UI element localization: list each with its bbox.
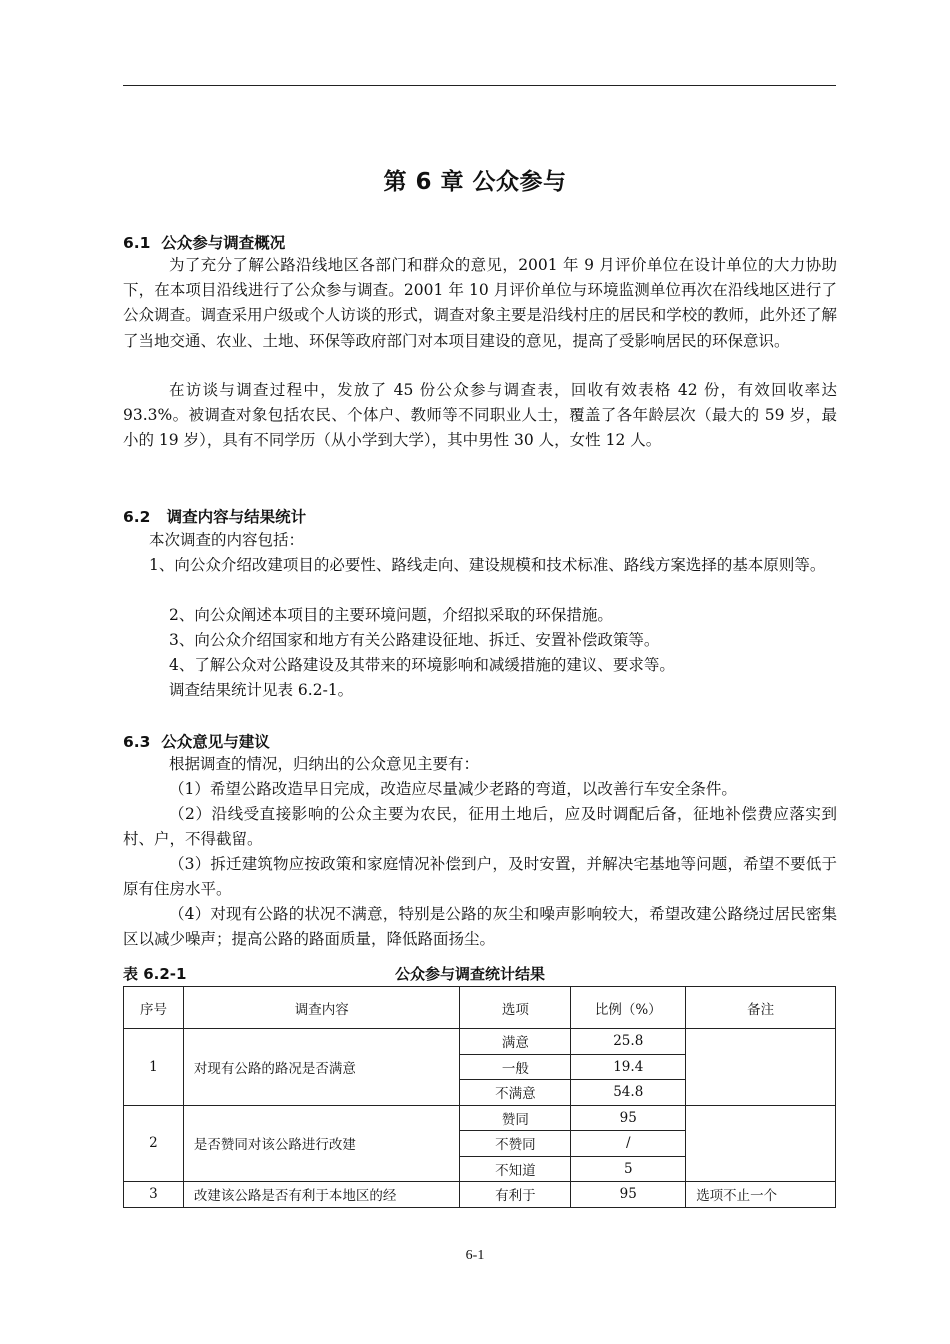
- ratio-cell: 54.8: [571, 1080, 686, 1106]
- table-row: [124, 1182, 836, 1208]
- ratio-cell: 25.8: [571, 1029, 686, 1055]
- paragraph: 3、向公众介绍国家和地方有关公路建设征地、拆迁、安置补偿政策等。: [169, 631, 660, 649]
- paragraph: 4、了解公众对公路建设及其带来的环境影响和减缓措施的建议、要求等。: [169, 656, 675, 674]
- ratio-cell: 95: [571, 1182, 686, 1208]
- note-cell: [686, 1029, 836, 1106]
- option-cell: 不赞同: [460, 1131, 571, 1157]
- section-heading-6-2: 6.2 调查内容与结果统计: [123, 508, 307, 526]
- paragraph: 在访谈与调查过程中，发放了 45 份公众参与调查表，回收有效表格 42 份，有效回收率达 93.3%。被调查对象包括农民、个体户、教师等不同职业人士，覆盖了各年龄层次（最大的 59 岁，最小的 19 岁），具有不同学历（从小学到大学），其中男性 30 人，女性 12 人。: [123, 381, 837, 450]
- option-cell: 满意: [460, 1029, 571, 1055]
- paragraph: 2、向公众阐述本项目的主要环境问题，介绍拟采取的环保措施。: [169, 606, 613, 624]
- paragraph: 1、向公众介绍改建项目的必要性、路线走向、建设规模和技术标准、路线方案选择的基本原则等。: [149, 556, 826, 574]
- table-title: 公众参与调查统计结果: [395, 965, 546, 983]
- section-heading-6-3: 6.3 公众意见与建议: [123, 733, 270, 751]
- note-cell: 选项不止一个: [686, 1182, 836, 1208]
- row-number: 3: [124, 1182, 184, 1208]
- table-caption: [123, 963, 836, 985]
- ratio-cell: 5: [571, 1156, 686, 1182]
- table-number: 表 6.2-1: [123, 965, 187, 983]
- paragraph: 为了充分了解公路沿线地区各部门和群众的意见，2001 年 9 月评价单位在设计单位的大力协助下，在本项目沿线进行了公众参与调查。2001 年 10 月评价单位与环境监测单位再次在沿线地区进行了公众调查。调查采用户级或个人访谈的形式，调查对象主要是沿线村庄的居民和学校的教师，此外还了解了当地交通、农业、土地、环保等政府部门对本项目建设的意见，提高了受影响居民的环保意识。: [123, 256, 837, 350]
- paragraph: 根据调查的情况，归纳出的公众意见主要有：: [169, 755, 480, 773]
- option-cell: 一般: [460, 1054, 571, 1080]
- header-cell: 选项: [460, 987, 571, 1029]
- survey-content: 是否赞同对该公路进行改建: [183, 1105, 460, 1182]
- paragraph: 本次调查的内容包括：: [149, 531, 305, 549]
- table-row: [124, 1029, 836, 1055]
- paragraph: 调查结果统计见表 6.2-1。: [169, 681, 354, 699]
- survey-content: 对现有公路的路况是否满意: [183, 1029, 460, 1106]
- row-number: 2: [124, 1105, 184, 1182]
- option-cell: 不满意: [460, 1080, 571, 1106]
- option-cell: 赞同: [460, 1105, 571, 1131]
- survey-content: 改建该公路是否有利于本地区的经: [183, 1182, 460, 1208]
- header-cell: 比例（%）: [571, 987, 686, 1029]
- row-number: 1: [124, 1029, 184, 1106]
- note-cell: [686, 1105, 836, 1182]
- survey-table: [123, 986, 836, 1208]
- header-cell: 调查内容: [183, 987, 460, 1029]
- ratio-cell: /: [571, 1131, 686, 1157]
- chapter-title: 第 6 章 公众参与: [383, 169, 567, 195]
- header-cell: 备注: [686, 987, 836, 1029]
- ratio-cell: 19.4: [571, 1054, 686, 1080]
- ratio-cell: 95: [571, 1105, 686, 1131]
- option-cell: 有利于: [460, 1182, 571, 1208]
- section-heading-6-1: 6.1 公众参与调查概况: [123, 234, 286, 252]
- page-number: 6-1: [465, 1248, 485, 1263]
- paragraph: （1）希望公路改造早日完成，改造应尽量减少老路的弯道，以改善行车安全条件。: [169, 780, 737, 798]
- paragraph: （4）对现有公路的状况不满意，特别是公路的灰尘和噪声影响较大，希望改建公路绕过居民密集区以减少噪声；提高公路的路面质量，降低路面扬尘。: [123, 905, 837, 949]
- header-cell: 序号: [124, 987, 184, 1029]
- paragraph: （2）沿线受直接影响的公众主要为农民，征用土地后，应及时调配后备，征地补偿费应落实到村、户，不得截留。: [123, 805, 837, 849]
- header-rule: [123, 85, 836, 86]
- paragraph: （3）拆迁建筑物应按政策和家庭情况补偿到户，及时安置，并解决宅基地等问题，希望不要低于原有住房水平。: [123, 855, 837, 899]
- option-cell: 不知道: [460, 1156, 571, 1182]
- table-header-row: [124, 987, 836, 1029]
- table-row: [124, 1105, 836, 1131]
